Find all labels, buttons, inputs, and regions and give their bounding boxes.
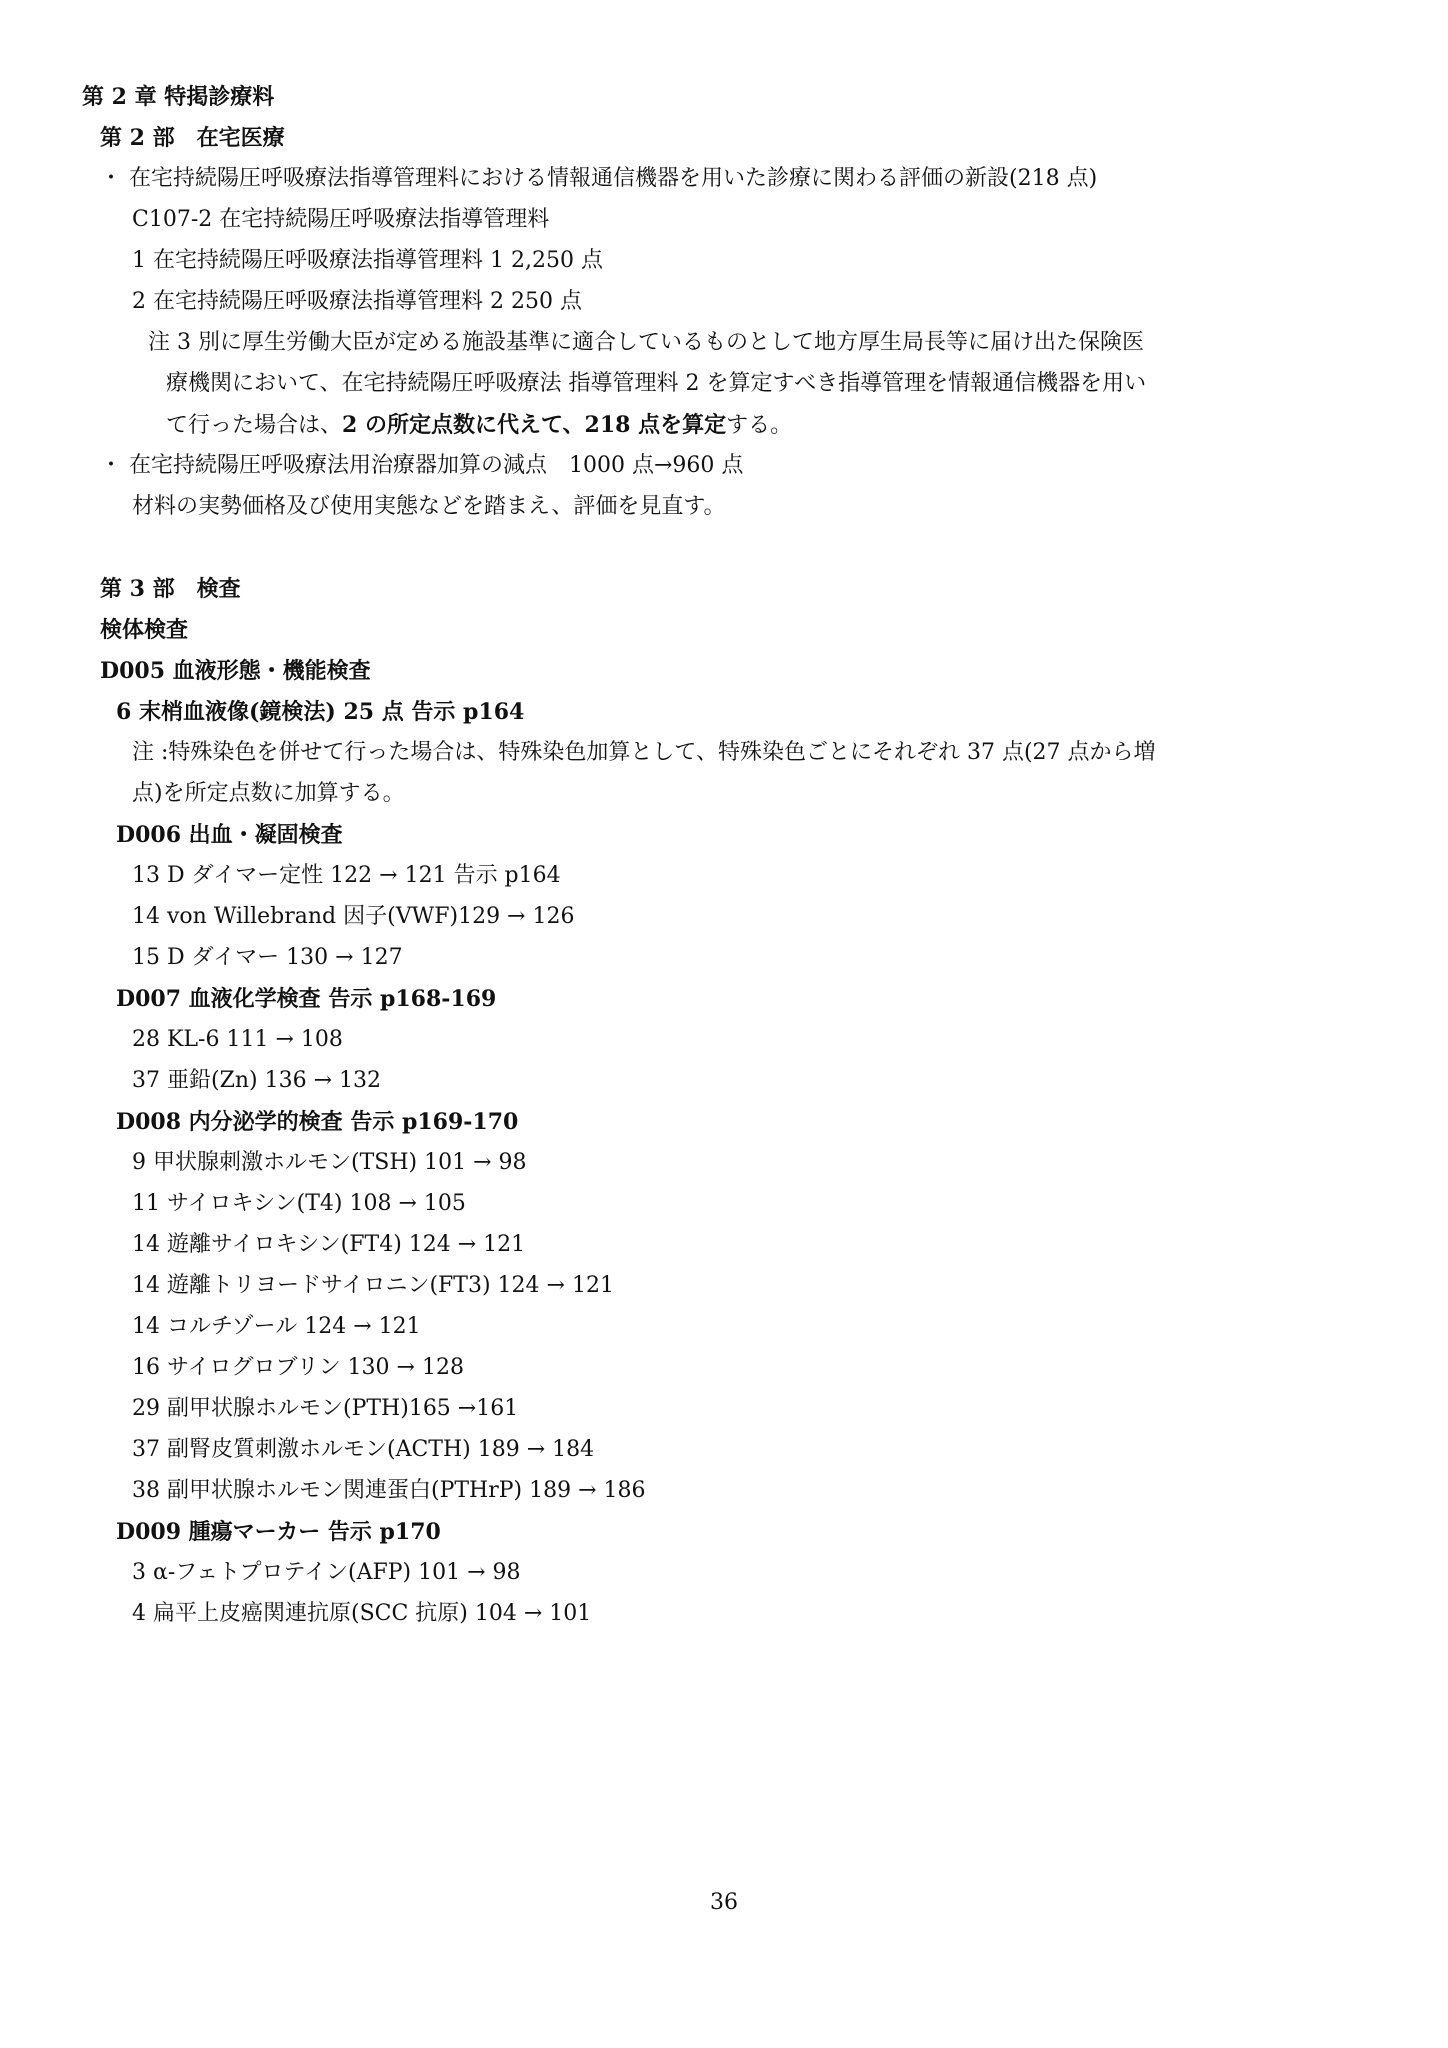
list-item: 13 D ダイマー定性 122 → 121 告示 p164 bbox=[132, 863, 561, 888]
list-item: 9 甲状腺刺激ホルモン(TSH) 101 → 98 bbox=[132, 1150, 527, 1175]
list-item: 3 α-フェトプロテイン(AFP) 101 → 98 bbox=[132, 1560, 521, 1585]
d005-note-line1: 注 :特殊染色を併せて行った場合は、特殊染色加算として、特殊染色ごとにそれぞれ 37 点(27 点から増 bbox=[132, 740, 1156, 765]
list-item: 11 サイロキシン(T4) 108 → 105 bbox=[132, 1191, 466, 1216]
list-item: 38 副甲状腺ホルモン関連蛋白(PTHrP) 189 → 186 bbox=[132, 1478, 646, 1503]
d009-title: D009 腫瘍マーカー 告示 p170 bbox=[116, 1519, 441, 1545]
list-item: 14 コルチゾール 124 → 121 bbox=[132, 1314, 421, 1339]
part2-item1: 1 在宅持続陽圧呼吸療法指導管理料 1 2,250 点 bbox=[132, 248, 603, 273]
d008-title: D008 内分泌学的検査 告示 p169-170 bbox=[116, 1109, 519, 1135]
part2-bullet2-sub: 材料の実勢価格及び使用実態などを踏まえ、評価を見直す。 bbox=[132, 494, 726, 519]
part2-heading: 第 2 部 在宅医療 bbox=[100, 125, 285, 151]
list-item: 15 D ダイマー 130 → 127 bbox=[132, 945, 403, 970]
note3-text-post: する。 bbox=[726, 413, 793, 438]
part2-bullet2: ・ 在宅持続陽圧呼吸療法用治療器加算の減点 1000 点→960 点 bbox=[100, 453, 744, 478]
note3-text-pre: て行った場合は、 bbox=[166, 413, 343, 438]
list-item: 37 亜鉛(Zn) 136 → 132 bbox=[132, 1068, 382, 1093]
d005-item6: 6 末梢血液像(鏡検法) 25 点 告示 p164 bbox=[116, 699, 525, 725]
part2-note3-line2: 療機関において、在宅持続陽圧呼吸療法 指導管理料 2 を算定すべき指導管理を情報通信機器を用い bbox=[166, 371, 1147, 396]
part2-item2: 2 在宅持続陽圧呼吸療法指導管理料 2 250 点 bbox=[132, 289, 582, 314]
list-item: 4 扁平上皮癌関連抗原(SCC 抗原) 104 → 101 bbox=[132, 1601, 592, 1626]
part2-bullet1: ・ 在宅持続陽圧呼吸療法指導管理料における情報通信機器を用いた診療に関わる評価の新設(218 点) bbox=[100, 166, 1098, 191]
d005-title: D005 血液形態・機能検査 bbox=[100, 658, 371, 684]
note3-text-bold: 2 の所定点数に代えて、218 点を算定 bbox=[342, 412, 727, 438]
list-item: 14 遊離トリヨードサイロニン(FT3) 124 → 121 bbox=[132, 1273, 614, 1298]
chapter-heading: 第 2 章 特掲診療料 bbox=[82, 84, 275, 110]
list-item: 16 サイログロブリン 130 → 128 bbox=[132, 1355, 464, 1380]
list-item: 14 von Willebrand 因子(VWF)129 → 126 bbox=[132, 904, 575, 929]
part3-heading: 第 3 部 検査 bbox=[100, 576, 241, 602]
part2-note3-line3 bbox=[166, 410, 792, 441]
d006-title: D006 出血・凝固検査 bbox=[116, 822, 343, 848]
part2-code: C107-2 在宅持続陽圧呼吸療法指導管理料 bbox=[132, 207, 550, 232]
d007-title: D007 血液化学検査 告示 p168-169 bbox=[116, 986, 497, 1012]
page-number: 36 bbox=[710, 1890, 738, 1915]
part2-note3-line1: 注 3 別に厚生労働大臣が定める施設基準に適合しているものとして地方厚生局長等に届け出た保険医 bbox=[148, 330, 1144, 355]
list-item: 37 副腎皮質刺激ホルモン(ACTH) 189 → 184 bbox=[132, 1437, 595, 1462]
part3-subheading: 検体検査 bbox=[100, 617, 189, 643]
list-item: 28 KL-6 111 → 108 bbox=[132, 1027, 343, 1052]
list-item: 29 副甲状腺ホルモン(PTH)165 →161 bbox=[132, 1396, 519, 1421]
list-item: 14 遊離サイロキシン(FT4) 124 → 121 bbox=[132, 1232, 526, 1257]
d005-note-line2: 点)を所定点数に加算する。 bbox=[132, 781, 405, 806]
